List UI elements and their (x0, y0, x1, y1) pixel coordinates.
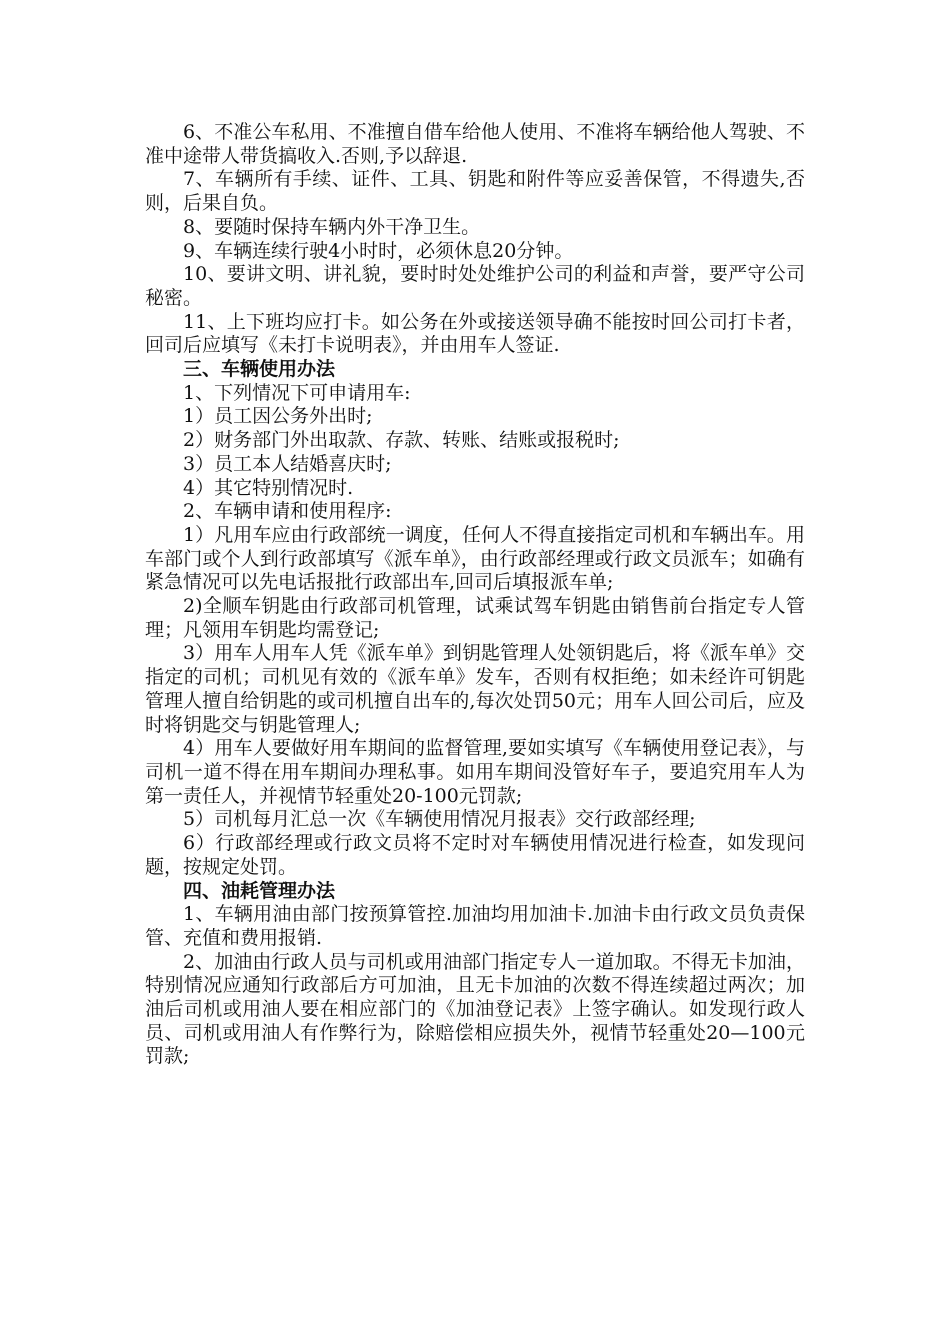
paragraph-rule-7: 7、车辆所有手续、证件、工具、钥匙和附件等应妥善保管，不得遗失,否则，后果自负。 (145, 168, 805, 215)
list-item-procedure-5: 5）司机每月汇总一次《车辆使用情况月报表》交行政部经理; (183, 808, 696, 831)
list-item-condition-3: 3）员工本人结婚喜庆时; (183, 452, 392, 475)
document-page (145, 121, 805, 1069)
section-heading-vehicle-use: 三、车辆使用办法 (183, 358, 336, 381)
paragraph-rule-9: 9、车辆连续行驶4小时时，必须休息20分钟。 (183, 239, 574, 262)
list-item-condition-1: 1）员工因公务外出时; (183, 405, 373, 428)
paragraph-rule-11: 11、上下班均应打卡。如公务在外或接送领导确不能按时回公司打卡者，回司后应填写《未打卡说明表》，并由用车人签证. (145, 310, 805, 357)
list-item-procedure-4: 4）用车人要做好用车期间的监督管理,要如实填写《车辆使用登记表》，与司机一道不得在用车期间办理私事。如用车期间没管好车子，要追究用车人为第一责任人，并视情节轻重处20-100元罚款; (145, 737, 805, 807)
paragraph-application-procedure: 2、车辆申请和使用程序: (183, 500, 392, 523)
paragraph-rule-10: 10、要讲文明、讲礼貌，要时时处处维护公司的利益和声誉，要严守公司秘密。 (145, 263, 805, 309)
paragraph-fuel-rule-2: 2、加油由行政人员与司机或用油部门指定专人一道加取。不得无卡加油，特别情况应通知行政部后方可加油，且无卡加油的次数不得连续超过两次；加油后司机或用油人要在相应部门的《加油登记表》上签字确认。如发现行政人员、司机或用油人有作弊行为，除赔偿相应损失外，视情节轻重处20—100元罚款; (145, 950, 805, 1068)
list-item-condition-4: 4）其它特别情况时. (183, 476, 354, 499)
list-item-procedure-6: 6）行政部经理或行政文员将不定时对车辆使用情况进行检查，如发现问题，按规定处罚。 (145, 832, 805, 878)
list-item-procedure-3: 3）用车人用车人凭《派车单》到钥匙管理人处领钥匙后，将《派车单》交指定的司机；司机见有效的《派车单》发车，否则有权拒绝；如未经许可钥匙管理人擅自给钥匙的或司机擅自出车的,每次处罚50元；用车人回公司后，应及时将钥匙交与钥匙管理人; (145, 642, 805, 736)
paragraph-rule-8: 8、要随时保持车辆内外干净卫生。 (183, 215, 481, 238)
list-item-condition-2: 2）财务部门外出取款、存款、转账、结账或报税时; (183, 429, 620, 452)
paragraph-rule-6: 6、不准公车私用、不准擅自借车给他人使用、不准将车辆给他人驾驶、不准中途带人带货搞收入.否则,予以辞退. (145, 121, 805, 167)
section-heading-fuel-management: 四、油耗管理办法 (183, 879, 336, 902)
paragraph-fuel-rule-1: 1、车辆用油由部门按预算管控.加油均用加油卡.加油卡由行政文员负责保管、充值和费用报销. (145, 903, 805, 949)
list-item-procedure-2: 2)全顺车钥匙由行政部司机管理，试乘试驾车钥匙由销售前台指定专人管理；凡领用车钥匙均需登记; (145, 595, 805, 641)
list-item-procedure-1: 1）凡用车应由行政部统一调度，任何人不得直接指定司机和车辆出车。用车部门或个人到行政部填写《派车单》，由行政部经理或行政文员派车；如确有紧急情况可以先电话报批行政部出车,回司后填报派车单; (145, 523, 805, 594)
paragraph-apply-conditions: 1、下列情况下可申请用车: (183, 381, 411, 404)
